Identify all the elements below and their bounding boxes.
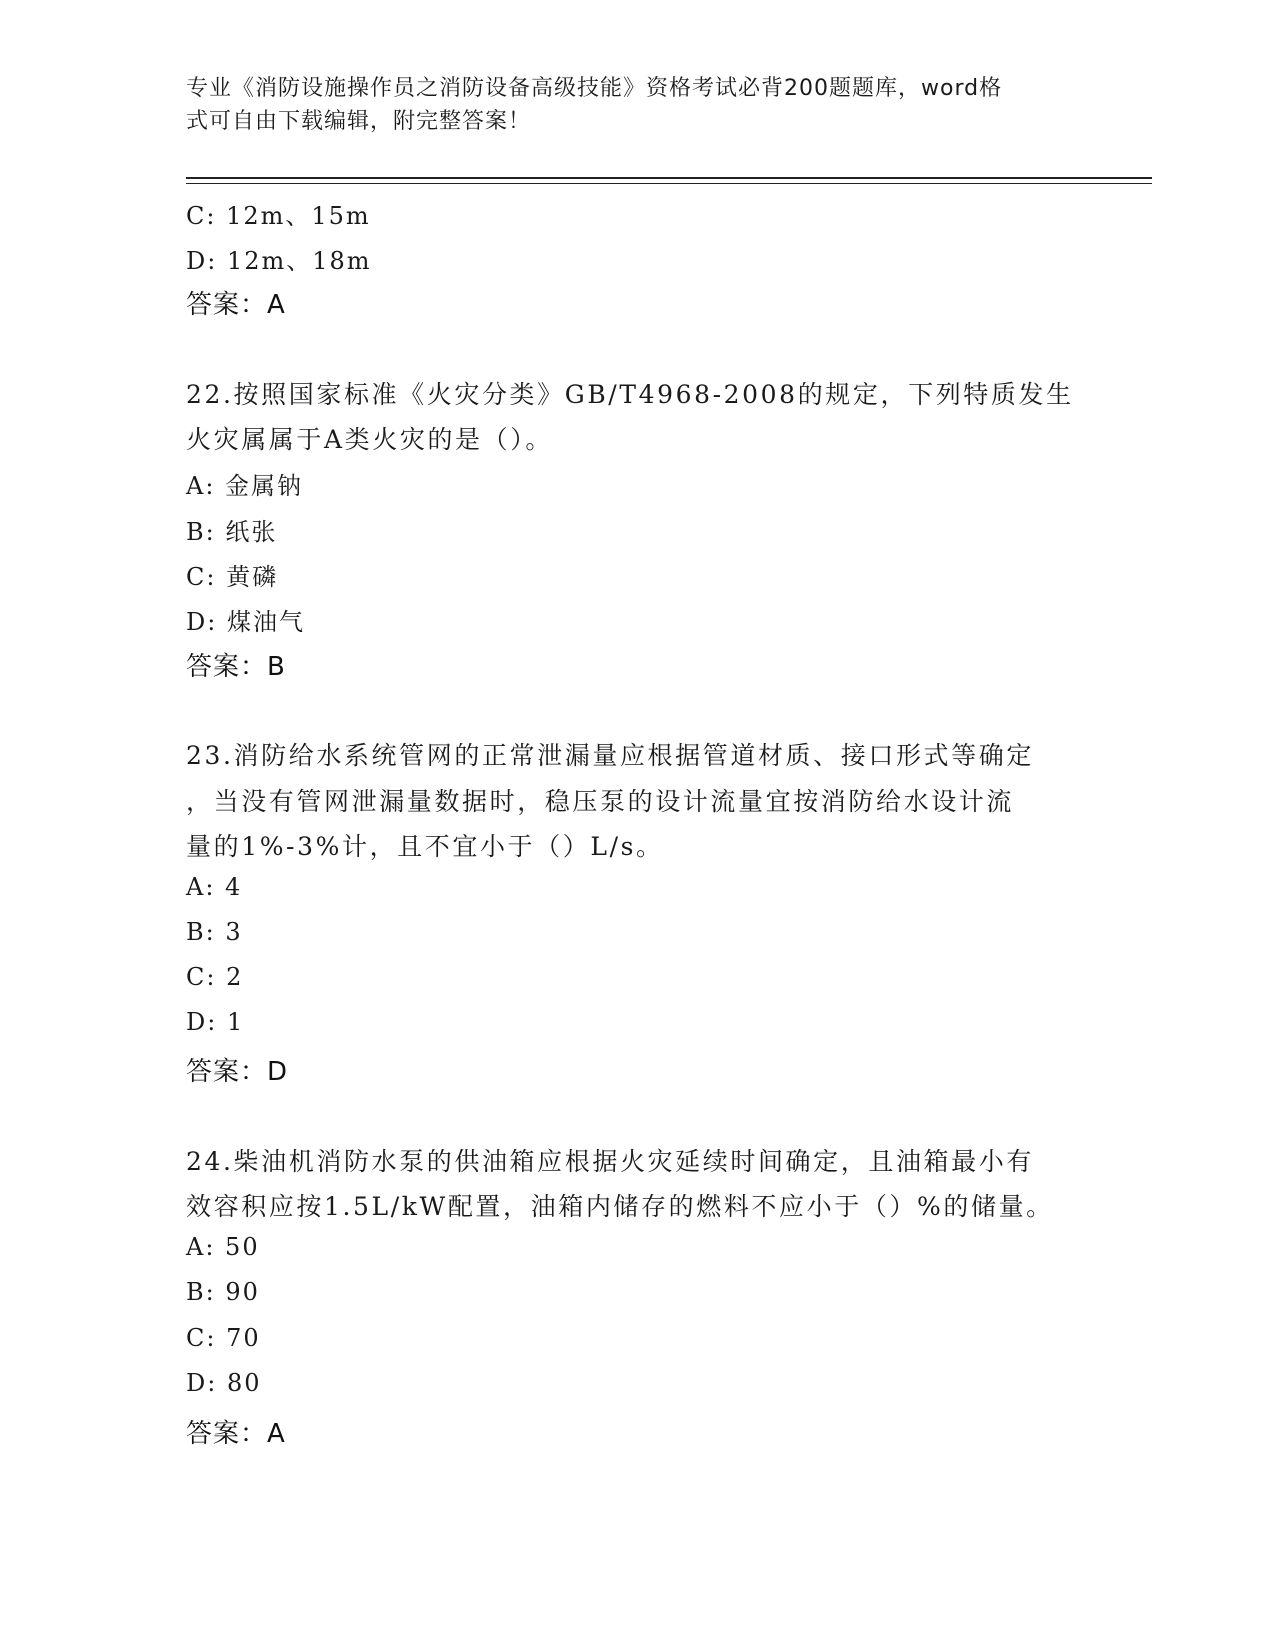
header-line-1: 专业《消防设施操作员之消防设备高级技能》资格考试必背200题题库，word格 <box>186 76 1003 101</box>
q23-stem-line-1: 23.消防给水系统管网的正常泄漏量应根据管道材质、接口形式等确定 <box>186 741 1034 770</box>
q24-stem-line-1: 24.柴油机消防水泵的供油箱应根据火灾延续时间确定，且油箱最小有 <box>186 1147 1034 1176</box>
q24-stem-line-2: 效容积应按1.5L/kW配置，油箱内储存的燃料不应小于（）%的储量。 <box>186 1192 1054 1221</box>
header-rule-thin <box>186 183 1152 184</box>
header-line-2: 式可自由下载编辑，附完整答案！ <box>186 109 532 134</box>
q22-stem-line-2: 火灾属属于A类火灾的是（）。 <box>186 425 553 454</box>
q24-option-b: B: 90 <box>186 1278 260 1306</box>
q23-stem-line-2: ，当没有管网泄漏量数据时，稳压泵的设计流量宜按消防给水设计流 <box>186 787 1015 816</box>
q23-answer: 答案：D <box>186 1057 289 1087</box>
q23-option-a: A: 4 <box>186 873 243 901</box>
q23-stem-line-3: 量的1%-3%计，且不宜小于（）L/s。 <box>186 832 664 861</box>
header-rule-thick <box>186 177 1152 179</box>
q22-answer: 答案：B <box>186 652 286 682</box>
q22-option-d: D: 煤油气 <box>186 608 305 636</box>
q22-option-c: C: 黄磷 <box>186 563 279 591</box>
q23-option-b: B: 3 <box>186 918 243 946</box>
q22-stem-line-1: 22.按照国家标准《火灾分类》GB/T4968-2008的规定，下列特质发生 <box>186 380 1074 409</box>
q21-option-c: C: 12m、15m <box>186 202 371 230</box>
q21-option-d: D: 12m、18m <box>186 247 372 275</box>
q22-option-a: A: 金属钠 <box>186 472 304 500</box>
q23-option-c: C: 2 <box>186 963 244 991</box>
q24-answer: 答案：A <box>186 1419 286 1449</box>
q22-option-b: B: 纸张 <box>186 518 278 546</box>
q24-option-c: C: 70 <box>186 1324 261 1352</box>
q24-option-a: A: 50 <box>186 1233 260 1261</box>
document-header <box>186 72 1066 138</box>
q24-option-d: D: 80 <box>186 1369 262 1397</box>
q21-answer: 答案：A <box>186 290 286 320</box>
q23-option-d: D: 1 <box>186 1008 245 1036</box>
